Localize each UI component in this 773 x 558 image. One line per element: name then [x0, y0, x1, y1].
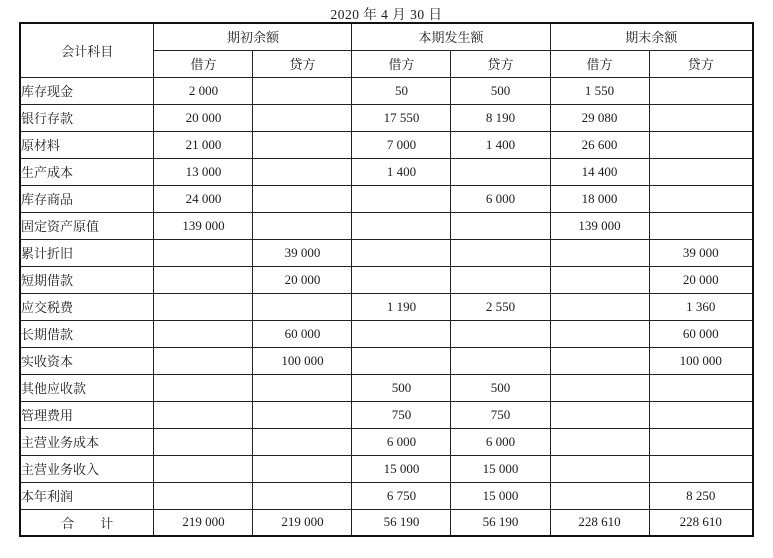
account-name: 主营业务收入 [20, 455, 154, 482]
amount-cell [154, 239, 253, 266]
account-name: 主营业务成本 [20, 428, 154, 455]
amount-cell: 228 610 [649, 509, 753, 536]
amount-cell: 500 [352, 374, 451, 401]
total-label: 合 计 [20, 509, 154, 536]
total-row [20, 509, 753, 536]
table-row [20, 158, 753, 185]
table-row [20, 374, 753, 401]
amount-cell: 139 000 [550, 212, 649, 239]
table-row [20, 455, 753, 482]
account-name: 应交税费 [20, 293, 154, 320]
amount-cell [154, 320, 253, 347]
amount-cell [550, 293, 649, 320]
amount-cell [649, 131, 753, 158]
account-name: 累计折旧 [20, 239, 154, 266]
amount-cell: 139 000 [154, 212, 253, 239]
column-header-account: 会计科目 [20, 23, 154, 77]
amount-cell [154, 455, 253, 482]
amount-cell: 500 [451, 374, 550, 401]
amount-cell: 1 360 [649, 293, 753, 320]
subheader-ending-debit: 借方 [550, 50, 649, 77]
amount-cell [550, 320, 649, 347]
amount-cell: 219 000 [154, 509, 253, 536]
amount-cell: 7 000 [352, 131, 451, 158]
amount-cell [649, 185, 753, 212]
amount-cell [253, 131, 352, 158]
column-group-current-period: 本期发生额 [352, 23, 550, 50]
amount-cell [154, 482, 253, 509]
amount-cell: 6 750 [352, 482, 451, 509]
amount-cell: 6 000 [451, 428, 550, 455]
amount-cell: 13 000 [154, 158, 253, 185]
amount-cell: 39 000 [649, 239, 753, 266]
amount-cell: 750 [451, 401, 550, 428]
amount-cell [154, 374, 253, 401]
amount-cell: 8 250 [649, 482, 753, 509]
amount-cell [451, 266, 550, 293]
table-row [20, 239, 753, 266]
account-name: 银行存款 [20, 104, 154, 131]
amount-cell [154, 266, 253, 293]
amount-cell: 56 190 [451, 509, 550, 536]
table-row [20, 131, 753, 158]
amount-cell [451, 158, 550, 185]
amount-cell [352, 347, 451, 374]
amount-cell: 228 610 [550, 509, 649, 536]
column-group-ending-balance: 期末余额 [550, 23, 753, 50]
account-name: 本年利润 [20, 482, 154, 509]
amount-cell: 6 000 [352, 428, 451, 455]
amount-cell [154, 428, 253, 455]
amount-cell [550, 239, 649, 266]
amount-cell: 20 000 [649, 266, 753, 293]
amount-cell: 2 550 [451, 293, 550, 320]
amount-cell [451, 212, 550, 239]
amount-cell [550, 266, 649, 293]
amount-cell [451, 347, 550, 374]
amount-cell [550, 347, 649, 374]
amount-cell [451, 320, 550, 347]
account-name: 原材料 [20, 131, 154, 158]
amount-cell [550, 374, 649, 401]
amount-cell [253, 482, 352, 509]
amount-cell: 29 080 [550, 104, 649, 131]
amount-cell [253, 401, 352, 428]
table-row [20, 401, 753, 428]
table-row [20, 293, 753, 320]
subheader-opening-debit: 借方 [154, 50, 253, 77]
account-name: 其他应收款 [20, 374, 154, 401]
table-row [20, 212, 753, 239]
amount-cell: 20 000 [253, 266, 352, 293]
table-header [20, 23, 753, 77]
amount-cell: 15 000 [451, 455, 550, 482]
amount-cell: 18 000 [550, 185, 649, 212]
amount-cell [154, 293, 253, 320]
column-group-opening-balance: 期初余额 [154, 23, 352, 50]
amount-cell: 100 000 [649, 347, 753, 374]
amount-cell [451, 239, 550, 266]
account-name: 库存现金 [20, 77, 154, 104]
account-name: 生产成本 [20, 158, 154, 185]
amount-cell: 8 190 [451, 104, 550, 131]
table-row [20, 320, 753, 347]
amount-cell [154, 401, 253, 428]
amount-cell [550, 401, 649, 428]
amount-cell: 60 000 [649, 320, 753, 347]
subheader-opening-credit: 贷方 [253, 50, 352, 77]
amount-cell: 750 [352, 401, 451, 428]
amount-cell [649, 428, 753, 455]
amount-cell: 21 000 [154, 131, 253, 158]
table-row [20, 482, 753, 509]
amount-cell: 6 000 [451, 185, 550, 212]
amount-cell [253, 104, 352, 131]
amount-cell [352, 266, 451, 293]
trial-balance-table [19, 22, 754, 537]
amount-cell [649, 158, 753, 185]
amount-cell [352, 239, 451, 266]
amount-cell: 15 000 [352, 455, 451, 482]
subheader-current-credit: 贷方 [451, 50, 550, 77]
amount-cell [550, 428, 649, 455]
subheader-ending-credit: 贷方 [649, 50, 753, 77]
table-row [20, 347, 753, 374]
account-name: 实收资本 [20, 347, 154, 374]
amount-cell: 1 550 [550, 77, 649, 104]
account-name: 长期借款 [20, 320, 154, 347]
amount-cell [352, 185, 451, 212]
amount-cell: 50 [352, 77, 451, 104]
amount-cell [253, 185, 352, 212]
amount-cell: 60 000 [253, 320, 352, 347]
amount-cell [253, 428, 352, 455]
amount-cell [649, 77, 753, 104]
amount-cell [253, 158, 352, 185]
amount-cell: 24 000 [154, 185, 253, 212]
amount-cell [649, 104, 753, 131]
amount-cell [253, 374, 352, 401]
amount-cell: 26 600 [550, 131, 649, 158]
amount-cell: 1 400 [352, 158, 451, 185]
amount-cell [253, 77, 352, 104]
account-name: 短期借款 [20, 266, 154, 293]
amount-cell: 2 000 [154, 77, 253, 104]
amount-cell: 1 400 [451, 131, 550, 158]
account-name: 库存商品 [20, 185, 154, 212]
table-row [20, 77, 753, 104]
amount-cell [649, 374, 753, 401]
amount-cell [253, 293, 352, 320]
table-row [20, 185, 753, 212]
group-header-row [20, 23, 753, 50]
amount-cell [550, 482, 649, 509]
table-row [20, 266, 753, 293]
amount-cell: 100 000 [253, 347, 352, 374]
table-body [20, 77, 753, 536]
amount-cell [154, 347, 253, 374]
amount-cell: 56 190 [352, 509, 451, 536]
amount-cell [253, 455, 352, 482]
amount-cell [352, 212, 451, 239]
amount-cell: 1 190 [352, 293, 451, 320]
amount-cell [649, 212, 753, 239]
amount-cell [253, 212, 352, 239]
amount-cell: 219 000 [253, 509, 352, 536]
amount-cell [649, 401, 753, 428]
account-name: 固定资产原值 [20, 212, 154, 239]
amount-cell [649, 455, 753, 482]
table-row [20, 428, 753, 455]
amount-cell: 15 000 [451, 482, 550, 509]
subheader-current-debit: 借方 [352, 50, 451, 77]
amount-cell: 14 400 [550, 158, 649, 185]
amount-cell [550, 455, 649, 482]
amount-cell [352, 320, 451, 347]
amount-cell: 500 [451, 77, 550, 104]
document-date-title: 2020 年 4 月 30 日 [330, 7, 443, 22]
amount-cell: 20 000 [154, 104, 253, 131]
amount-cell: 17 550 [352, 104, 451, 131]
account-name: 管理费用 [20, 401, 154, 428]
table-row [20, 104, 753, 131]
amount-cell: 39 000 [253, 239, 352, 266]
